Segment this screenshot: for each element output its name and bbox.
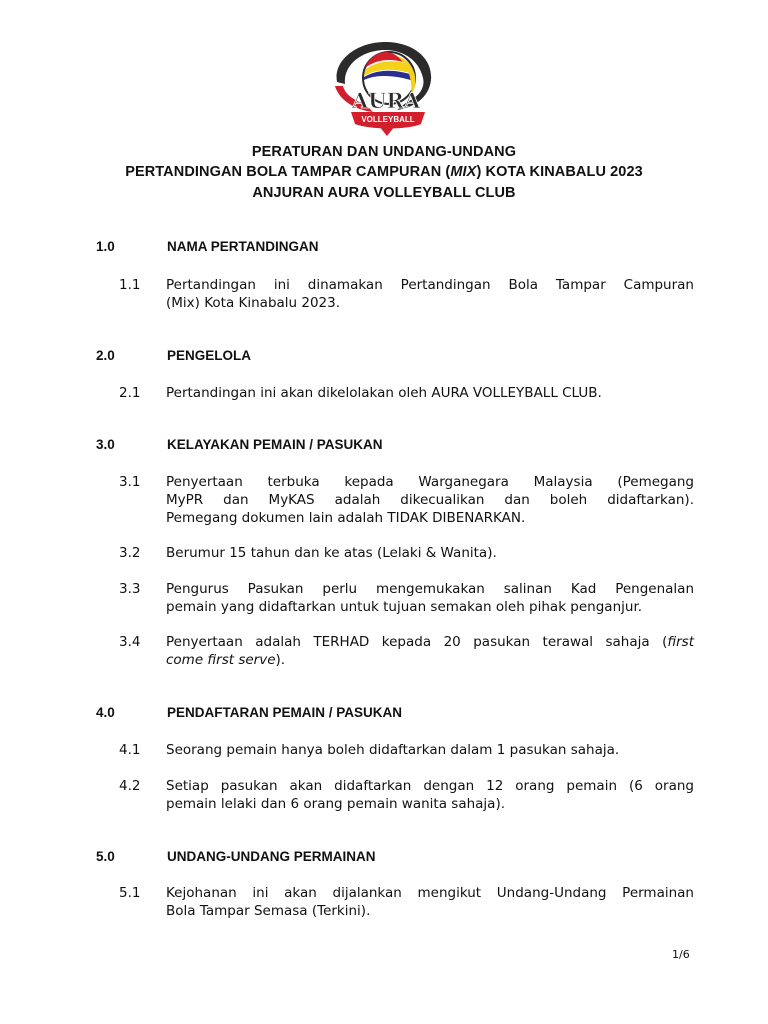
clause-text-line: Pemegang dokumen lain adalah TIDAK DIBENARKAN. <box>166 510 526 526</box>
logo-wordmark: AURA <box>351 88 421 113</box>
clause-text-line: Bola Tampar Semasa (Terkini). <box>166 903 371 919</box>
section-title: PENGELOLA <box>167 348 252 363</box>
logo-banner-text: VOLLEYBALL <box>361 115 415 124</box>
clause-text-line: pemain lelaki dan 6 orang pemain wanita sahaja). <box>166 796 505 812</box>
aura-volleyball-logo <box>327 38 441 136</box>
page-number: 1/6 <box>672 948 690 961</box>
clause-number: 5.1 <box>119 885 141 901</box>
clause-text-line: Pertandingan ini akan dikelolakan oleh AURA VOLLEYBALL CLUB. <box>166 385 602 401</box>
clause-text-line: pemain yang didaftarkan untuk tujuan semakan oleh pihak penganjur. <box>166 599 643 615</box>
section-number: 5.0 <box>96 849 115 864</box>
clause-text-line: come first serve). <box>166 652 286 668</box>
title-line-1: PERATURAN DAN UNDANG-UNDANG <box>251 144 517 160</box>
clause-number: 4.2 <box>119 778 141 794</box>
clause-number: 2.1 <box>119 385 141 401</box>
clause-text-line: Setiap pasukan akan didaftarkan dengan 12 orang pemain (6 orang <box>166 778 694 794</box>
title-mix-emphasis: MIX <box>450 164 477 180</box>
section-number: 1.0 <box>96 239 115 254</box>
clause-text-line: Penyertaan terbuka kepada Warganegara Malaysia (Pemegang <box>166 474 694 490</box>
clause-text-line: MyPR dan MyKAS adalah dikecualikan dan boleh didaftarkan). <box>166 492 694 508</box>
clause-text-line: (Mix) Kota Kinabalu 2023. <box>166 295 341 311</box>
clause-text-line: Penyertaan adalah TERHAD kepada 20 pasukan terawal sahaja (first <box>166 634 694 650</box>
clause-number: 3.4 <box>119 634 141 650</box>
section-number: 3.0 <box>96 437 115 452</box>
clause-text-line: Seorang pemain hanya boleh didaftarkan dalam 1 pasukan sahaja. <box>166 742 620 758</box>
clause-text-line: Berumur 15 tahun dan ke atas (Lelaki & Wanita). <box>166 545 497 561</box>
clause-text-line: Kejohanan ini akan dijalankan mengikut Undang-Undang Permainan <box>166 885 694 901</box>
clause-number: 4.1 <box>119 742 141 758</box>
clause-number: 3.2 <box>119 545 141 561</box>
section-number: 2.0 <box>96 348 115 363</box>
section-title: KELAYAKAN PEMAIN / PASUKAN <box>167 437 383 452</box>
clause-number: 1.1 <box>119 277 141 293</box>
section-number: 4.0 <box>96 705 115 720</box>
section-title: UNDANG-UNDANG PERMAINAN <box>167 849 376 864</box>
section-title: NAMA PERTANDINGAN <box>167 239 319 254</box>
title-line-2: PERTANDINGAN BOLA TAMPAR CAMPURAN (MIX) KOTA KINABALU 2023 <box>125 164 643 180</box>
title-line-3: ANJURAN AURA VOLLEYBALL CLUB <box>252 185 516 201</box>
clause-number: 3.3 <box>119 581 141 597</box>
clause-text-line: Pengurus Pasukan perlu mengemukakan salinan Kad Pengenalan <box>166 581 694 597</box>
section-title: PENDAFTARAN PEMAIN / PASUKAN <box>167 705 403 720</box>
clause-text-line: Pertandingan ini dinamakan Pertandingan Bola Tampar Campuran <box>166 277 694 293</box>
clause-number: 3.1 <box>119 474 141 490</box>
